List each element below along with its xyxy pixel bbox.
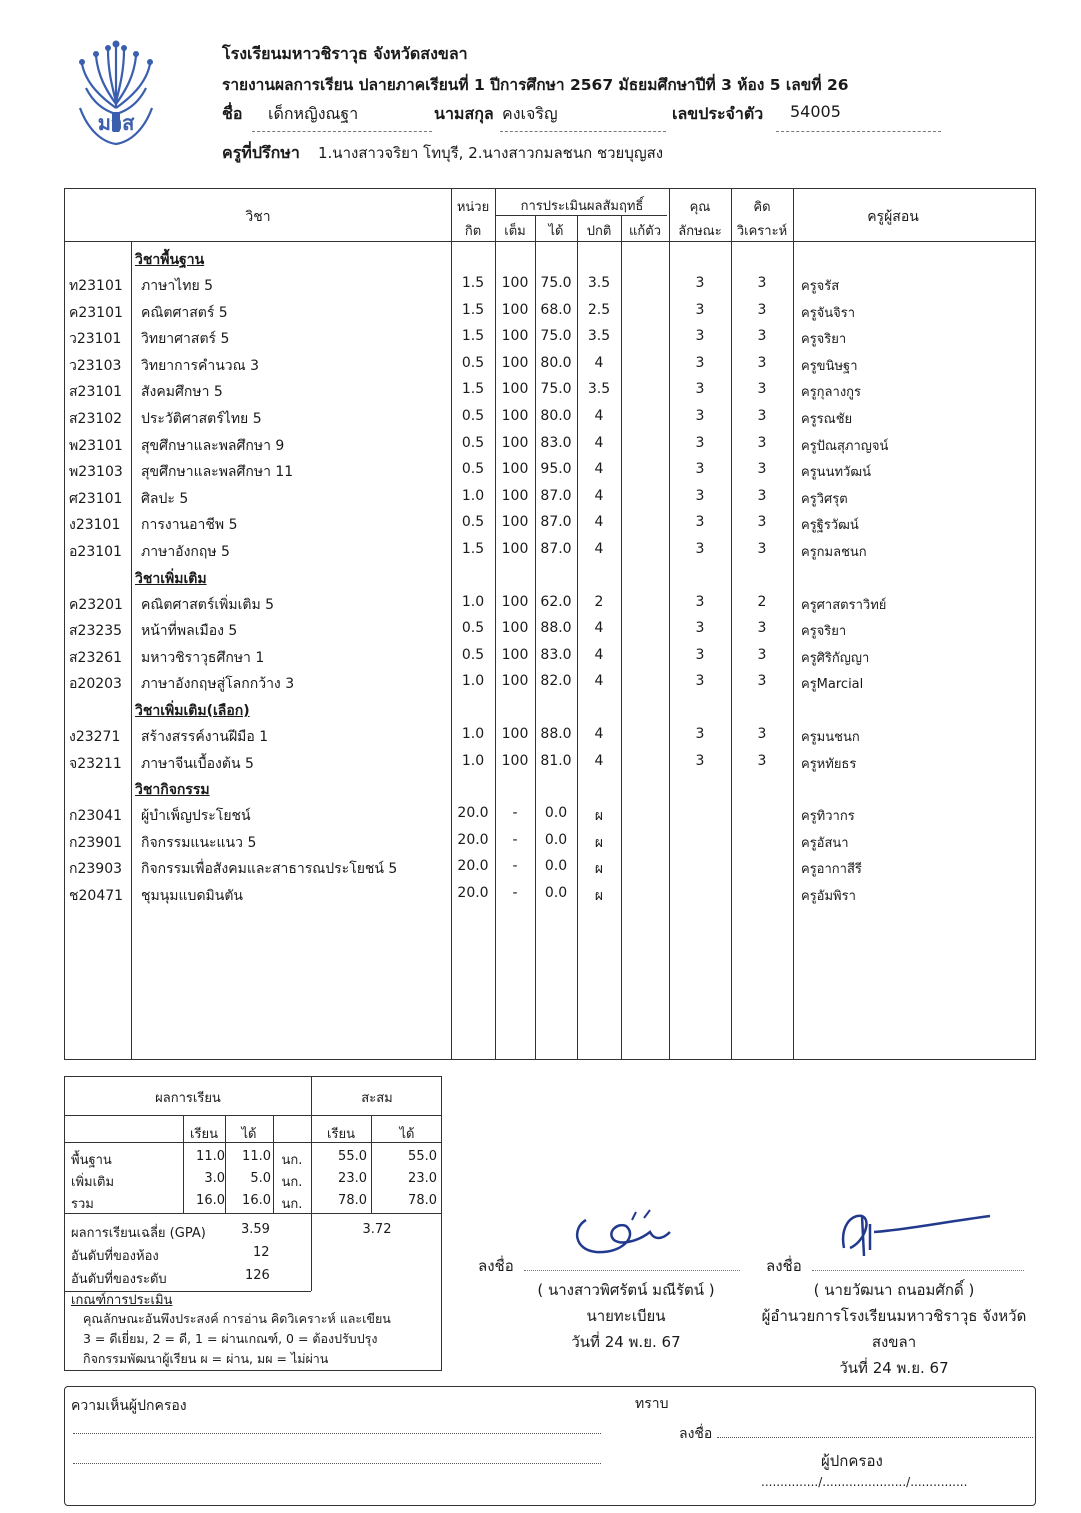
- summary-got: 16.0: [242, 1193, 271, 1208]
- subject-code: ส23261: [69, 649, 123, 666]
- teacher-name: ครูอัมพิรา: [801, 889, 856, 904]
- credit: 1.5: [461, 275, 485, 291]
- subject-name: คณิตศาสตร์เพิ่มเติม 5: [141, 596, 275, 613]
- analytic: 3: [757, 726, 767, 742]
- credit: 1.0: [461, 673, 485, 690]
- col-think-bottom: วิเคราะห์: [736, 224, 788, 239]
- name-value: เด็กหญิงณฐา: [268, 104, 359, 123]
- subject-name: มหาวชิราวุธศึกษา 1: [141, 649, 265, 666]
- subject-code: ก23901: [69, 834, 123, 851]
- director-title-line2: สงขลา: [871, 1333, 917, 1351]
- rank-level-value: 126: [245, 1268, 270, 1283]
- grade: ผ: [594, 808, 604, 825]
- analytic: 3: [757, 275, 767, 291]
- subject-name: วิทยาการคำนวณ 3: [141, 357, 260, 374]
- subject-code: ค23201: [69, 596, 123, 613]
- subject-name: คณิตศาสตร์ 5: [141, 304, 228, 321]
- grade: 4: [594, 620, 604, 637]
- characteristic: 3: [695, 434, 705, 451]
- teacher-name: ครูMarcial: [801, 677, 864, 693]
- rank-room-value: 12: [253, 1245, 270, 1260]
- characteristic: 3: [695, 593, 705, 610]
- subject-name: ภาษาอังกฤษสู่โลกกว้าง 3: [141, 676, 295, 693]
- section-title: วิชาเพิ่มเติม(เลือก): [135, 703, 250, 719]
- score: 75.0: [540, 328, 572, 345]
- grade: 4: [594, 726, 604, 742]
- grade: 4: [594, 408, 604, 424]
- analytic: 3: [757, 673, 767, 690]
- score: 62.0: [540, 593, 572, 610]
- table-row: [65, 881, 1035, 907]
- subject-code: อ20203: [69, 676, 122, 693]
- table-row: [65, 457, 1035, 483]
- table-row: [65, 801, 1035, 827]
- characteristic: 3: [695, 301, 705, 318]
- full-score: 100: [501, 593, 529, 610]
- table-row: [65, 590, 1035, 616]
- teacher-name: ครูทิวากร: [801, 809, 855, 825]
- summary-row-label: เพิ่มเติม: [71, 1175, 115, 1190]
- characteristic: 3: [695, 328, 705, 345]
- table-row: [65, 431, 1035, 457]
- summary-unit: นก.: [281, 1197, 303, 1212]
- credit: 1.5: [461, 541, 485, 557]
- subject-name: ชุมนุมแบดมินตัน: [141, 888, 243, 904]
- subject-name: ศิลปะ 5: [141, 490, 189, 507]
- full-score: 100: [501, 752, 529, 769]
- table-row: [65, 749, 1035, 775]
- full-score: 100: [501, 541, 529, 557]
- teacher-name: ครูวิศรุต: [801, 491, 848, 507]
- analytic: 2: [757, 593, 767, 610]
- full-score: 100: [501, 328, 529, 345]
- summary-col-study: เรียน: [190, 1127, 218, 1142]
- director-title-line1: ผู้อำนวยการโรงเรียนมหาวชิราวุธ จังหวัด: [761, 1307, 1027, 1325]
- full-score: 100: [501, 514, 529, 531]
- credit: 20.0: [457, 831, 489, 848]
- col-credit-top: หน่วย: [456, 200, 490, 215]
- col-full: เต็ม: [504, 224, 526, 239]
- characteristic: 3: [695, 541, 705, 557]
- report-title: รายงานผลการเรียน ปลายภาคเรียนที่ 1 ปีการศึกษา 2567 มัธยมศึกษาปีที่ 3 ห้อง 5 เลขที่ 26: [222, 76, 849, 94]
- grade: ผ: [594, 834, 604, 851]
- full-score: -: [512, 805, 518, 822]
- table-row: [65, 722, 1035, 748]
- full-score: 100: [501, 646, 529, 663]
- table-row: [65, 643, 1035, 669]
- teacher-name: ครูศิริกัญญา: [801, 650, 870, 666]
- id-value: 54005: [790, 102, 841, 121]
- section-title: วิชากิจกรรม: [135, 782, 210, 799]
- col-got: ได้: [548, 224, 564, 239]
- grade: 3.5: [587, 328, 611, 345]
- summary-row-label: รวม: [71, 1197, 94, 1212]
- full-score: 100: [501, 275, 529, 291]
- registrar-date: วันที่ 24 พ.ย. 67: [571, 1333, 681, 1351]
- score: 75.0: [540, 275, 572, 291]
- score: 82.0: [540, 673, 572, 690]
- summary-box: [64, 1076, 442, 1371]
- director-signature-icon: [834, 1208, 994, 1264]
- grade: 4: [594, 461, 604, 478]
- full-score: 100: [501, 354, 529, 371]
- col-think-top: คิด: [753, 200, 771, 215]
- subject-code: ก23903: [69, 861, 123, 878]
- rank-level-label: อันดับที่ของระดับ: [71, 1272, 167, 1287]
- subject-name: ภาษาจีนเบื้องต้น 5: [141, 755, 254, 772]
- teacher-name: ครูปัณสุภาญจน์: [801, 438, 889, 454]
- subject-code: ว23101: [69, 331, 122, 348]
- analytic: 3: [757, 514, 767, 531]
- score: 68.0: [540, 301, 572, 318]
- col-credit-bottom: กิต: [464, 224, 482, 239]
- grade: ผ: [594, 861, 604, 878]
- subject-code: ศ23101: [69, 490, 123, 507]
- score: 88.0: [540, 620, 572, 637]
- teacher-name: ครูกุลางกูร: [801, 385, 862, 401]
- subject-code: จ23211: [69, 755, 122, 772]
- table-row: [65, 669, 1035, 695]
- characteristic: 3: [695, 620, 705, 637]
- subject-name: ภาษาอังกฤษ 5: [141, 544, 230, 560]
- analytic: 3: [757, 541, 767, 557]
- summary-acc-got: 23.0: [408, 1171, 437, 1186]
- col-char-bottom: ลักษณะ: [678, 224, 722, 239]
- table-row: [65, 616, 1035, 642]
- analytic: 3: [757, 301, 767, 318]
- col-eval-group: การประเมินผลสัมฤทธิ์: [520, 199, 644, 214]
- score: 81.0: [540, 752, 572, 769]
- col-normal: ปกติ: [586, 224, 612, 239]
- subject-code: อ23101: [69, 544, 122, 560]
- teacher-name: ครูมนชนก: [801, 730, 860, 745]
- parent-comment-box: [64, 1386, 1036, 1506]
- registrar-signature-icon: [566, 1206, 676, 1264]
- subject-name: กิจกรรมแนะแนว 5: [141, 834, 257, 851]
- name-label: ชื่อ: [222, 104, 243, 123]
- parent-date-line: .............../....................../...............: [761, 1475, 968, 1489]
- summary-acc-got: 78.0: [408, 1193, 437, 1208]
- school-name: โรงเรียนมหาวชิราวุธ จังหวัดสงขลา: [222, 44, 468, 63]
- credit: 0.5: [461, 434, 485, 451]
- summary-acc-study: 55.0: [338, 1149, 367, 1164]
- parent-comment-label: ความเห็นผู้ปกครอง: [71, 1398, 187, 1414]
- score: 87.0: [540, 541, 572, 557]
- grade: ผ: [594, 888, 604, 904]
- subject-name: ภาษาไทย 5: [141, 278, 214, 294]
- grade: 4: [594, 541, 604, 557]
- characteristic: 3: [695, 752, 705, 769]
- teacher-name: ครูจรัส: [801, 279, 840, 294]
- full-score: -: [512, 885, 518, 901]
- subject-code: ก23041: [69, 808, 123, 825]
- summary-got: 5.0: [250, 1171, 271, 1186]
- rank-room-label: อันดับที่ของห้อง: [71, 1249, 159, 1264]
- teacher-name: ครูจริยา: [801, 624, 847, 640]
- grade: 4: [594, 487, 604, 504]
- summary-col-acc-study: เรียน: [327, 1127, 355, 1142]
- characteristic: 3: [695, 408, 705, 424]
- grade: 4: [594, 646, 604, 663]
- advisor-value: 1.นางสาวจริยา โทบุรี, 2.นางสาวกมลชนก ชวยบุญสง: [318, 144, 664, 162]
- gpa-label: ผลการเรียนเฉลี่ย (GPA): [71, 1226, 206, 1241]
- subject-code: พ23103: [69, 464, 123, 481]
- table-row: [65, 351, 1035, 377]
- subject-name: สุขศึกษาและพลศึกษา 9: [141, 437, 285, 454]
- table-row: [65, 271, 1035, 297]
- full-score: 100: [501, 301, 529, 318]
- subject-code: ท23101: [69, 278, 123, 294]
- summary-study: 11.0: [196, 1149, 225, 1164]
- analytic: 3: [757, 487, 767, 504]
- logo-letters: มวส: [97, 111, 135, 135]
- summary-accum-header: สะสม: [361, 1091, 393, 1106]
- subject-code: ส23235: [69, 623, 123, 640]
- analytic: 3: [757, 328, 767, 345]
- score: 0.0: [544, 885, 568, 901]
- full-score: 100: [501, 408, 529, 424]
- subject-code: ส23102: [69, 411, 123, 427]
- section-title: วิชาพื้นฐาน: [135, 252, 205, 268]
- table-row: [65, 854, 1035, 880]
- grade: 4: [594, 354, 604, 371]
- characteristic: 3: [695, 275, 705, 291]
- table-row: [65, 828, 1035, 854]
- summary-acc-study: 78.0: [338, 1193, 367, 1208]
- teacher-name: ครูฐิรวัฒน์: [801, 518, 859, 534]
- subject-code: ง23271: [69, 729, 121, 745]
- school-emblem-icon: [72, 38, 160, 150]
- credit: 0.5: [461, 646, 485, 663]
- col-char-top: คุณ: [689, 200, 711, 215]
- teacher-name: ครูหทัยธร: [801, 756, 857, 772]
- credit: 0.5: [461, 354, 485, 371]
- table-row: [65, 324, 1035, 350]
- summary-col-acc-got: ได้: [399, 1127, 415, 1142]
- teacher-name: ครูจริยา: [801, 332, 847, 348]
- grade: 2: [594, 593, 604, 610]
- teacher-name: ครูอากาสีรี: [801, 862, 862, 878]
- full-score: -: [512, 858, 518, 875]
- summary-result-header: ผลการเรียน: [155, 1091, 221, 1106]
- subject-name: หน้าที่พลเมือง 5: [141, 623, 238, 640]
- full-score: 100: [501, 673, 529, 690]
- subject-name: ผู้บำเพ็ญประโยชน์: [141, 808, 251, 825]
- col-fix: แก้ตัว: [629, 224, 661, 239]
- summary-col-got: ได้: [241, 1127, 257, 1142]
- summary-acc-study: 23.0: [338, 1171, 367, 1186]
- credit: 1.5: [461, 328, 485, 345]
- grades-table: [64, 188, 1036, 1060]
- score: 0.0: [544, 858, 568, 875]
- score: 87.0: [540, 487, 572, 504]
- subject-name: วิทยาศาสตร์ 5: [141, 331, 230, 348]
- teacher-name: ครูนนทวัฒน์: [801, 465, 871, 481]
- score: 88.0: [540, 726, 572, 742]
- grade: 4: [594, 673, 604, 690]
- summary-study: 16.0: [196, 1193, 225, 1208]
- full-score: 100: [501, 461, 529, 478]
- full-score: 100: [501, 487, 529, 504]
- credit: 1.0: [461, 593, 485, 610]
- registrar-sign-label: ลงชื่อ: [478, 1257, 514, 1275]
- credit: 20.0: [457, 885, 489, 901]
- subject-name: สุขศึกษาและพลศึกษา 11: [141, 464, 294, 481]
- subject-name: กิจกรรมเพื่อสังคมและสาธารณประโยชน์ 5: [141, 861, 398, 878]
- subject-name: ประวัติศาสตร์ไทย 5: [141, 411, 262, 427]
- summary-got: 11.0: [242, 1149, 271, 1164]
- summary-acc-got: 55.0: [408, 1149, 437, 1164]
- characteristic: 3: [695, 461, 705, 478]
- registrar-title: นายทะเบียน: [586, 1307, 666, 1325]
- characteristic: 3: [695, 514, 705, 531]
- grade: 2.5: [587, 301, 611, 318]
- credit: 1.0: [461, 752, 485, 769]
- teacher-name: ครูกมลชนก: [801, 545, 867, 560]
- credit: 1.5: [461, 301, 485, 318]
- credit: 20.0: [457, 858, 489, 875]
- characteristic: 3: [695, 673, 705, 690]
- table-row: [65, 404, 1035, 430]
- teacher-name: ครูขนิษฐา: [801, 358, 858, 374]
- parent-ack-label: ทราบ: [635, 1396, 669, 1412]
- table-row: [65, 298, 1035, 324]
- teacher-name: ครูศาสตราวิทย์: [801, 597, 887, 613]
- col-teacher: ครูผู้สอน: [867, 209, 919, 225]
- characteristic: 3: [695, 354, 705, 371]
- summary-unit: นก.: [281, 1175, 303, 1190]
- subject-code: ค23101: [69, 304, 123, 321]
- section-title: วิชาเพิ่มเติม: [135, 570, 207, 587]
- analytic: 3: [757, 381, 767, 398]
- subject-name: สังคมศึกษา 5: [141, 384, 223, 401]
- score: 95.0: [540, 461, 572, 478]
- analytic: 3: [757, 620, 767, 637]
- subject-code: พ23101: [69, 437, 123, 454]
- full-score: 100: [501, 434, 529, 451]
- score: 80.0: [540, 408, 572, 424]
- gpa-accum-value: 3.72: [362, 1222, 392, 1237]
- col-subject: วิชา: [245, 209, 271, 225]
- analytic: 3: [757, 434, 767, 451]
- credit: 0.5: [461, 620, 485, 637]
- parent-title: ผู้ปกครอง: [821, 1452, 883, 1470]
- analytic: 3: [757, 408, 767, 424]
- full-score: 100: [501, 620, 529, 637]
- table-row: [65, 537, 1035, 563]
- credit: 0.5: [461, 514, 485, 531]
- summary-row-label: พื้นฐาน: [71, 1153, 112, 1168]
- full-score: 100: [501, 381, 529, 398]
- subject-code: ว23103: [69, 357, 122, 374]
- score: 83.0: [540, 646, 572, 663]
- full-score: 100: [501, 726, 529, 742]
- table-row: [65, 377, 1035, 403]
- table-row: [65, 510, 1035, 536]
- director-sign-label: ลงชื่อ: [766, 1257, 802, 1275]
- analytic: 3: [757, 646, 767, 663]
- credit: 0.5: [461, 461, 485, 478]
- credit: 1.0: [461, 487, 485, 504]
- gpa-value: 3.59: [241, 1222, 270, 1237]
- subject-name: สร้างสรรค์งานฝีมือ 1: [141, 729, 269, 745]
- credit: 20.0: [457, 805, 489, 822]
- teacher-name: ครูจันจิรา: [801, 305, 856, 321]
- characteristic: 3: [695, 646, 705, 663]
- analytic: 3: [757, 354, 767, 371]
- grade: 4: [594, 514, 604, 531]
- analytic: 3: [757, 461, 767, 478]
- subject-code: ส23101: [69, 384, 123, 401]
- criteria-line-3: กิจกรรมพัฒนาผู้เรียน ผ = ผ่าน, มผ = ไม่ผ่าน: [83, 1351, 329, 1366]
- score: 80.0: [540, 354, 572, 371]
- teacher-name: ครูรณชัย: [801, 412, 853, 427]
- surname-value: คงเจริญ: [502, 104, 558, 123]
- criteria-line-1: คุณลักษณะอันพึงประสงค์ การอ่าน คิดวิเคราะห์ และเขียน: [83, 1311, 391, 1326]
- grade: 4: [594, 434, 604, 451]
- score: 0.0: [544, 805, 568, 822]
- credit: 1.5: [461, 381, 485, 398]
- score: 87.0: [540, 514, 572, 531]
- credit: 1.0: [461, 726, 485, 742]
- characteristic: 3: [695, 726, 705, 742]
- summary-study: 3.0: [204, 1171, 225, 1186]
- director-name: ( นายวัฒนา ถนอมศักดิ์ ): [813, 1281, 975, 1299]
- subject-code: ง23101: [69, 517, 121, 534]
- analytic: 3: [757, 752, 767, 769]
- registrar-name: ( นางสาวพิศรัตน์ มณีรัตน์ ): [537, 1281, 715, 1299]
- grade: 4: [594, 752, 604, 769]
- credit: 0.5: [461, 408, 485, 424]
- grade: 3.5: [587, 381, 611, 398]
- advisor-label: ครูที่ปรึกษา: [222, 143, 300, 162]
- id-label: เลขประจำตัว: [672, 104, 764, 123]
- characteristic: 3: [695, 381, 705, 398]
- director-date: วันที่ 24 พ.ย. 67: [839, 1359, 949, 1377]
- subject-code: ช20471: [69, 888, 124, 904]
- characteristic: 3: [695, 487, 705, 504]
- grade: 3.5: [587, 275, 611, 291]
- surname-label: นามสกุล: [434, 104, 494, 123]
- subject-name: การงานอาชีพ 5: [141, 517, 238, 534]
- score: 83.0: [540, 434, 572, 451]
- full-score: -: [512, 831, 518, 848]
- summary-unit: นก.: [281, 1153, 303, 1168]
- score: 75.0: [540, 381, 572, 398]
- score: 0.0: [544, 831, 568, 848]
- table-row: [65, 484, 1035, 510]
- teacher-name: ครูอัสนา: [801, 835, 849, 851]
- parent-sign-label: ลงชื่อ: [679, 1426, 713, 1442]
- criteria-line-2: 3 = ดีเยี่ยม, 2 = ดี, 1 = ผ่านเกณฑ์, 0 = ต้องปรับปรุง: [83, 1331, 378, 1346]
- criteria-title: เกณฑ์การประเมิน: [71, 1293, 173, 1308]
